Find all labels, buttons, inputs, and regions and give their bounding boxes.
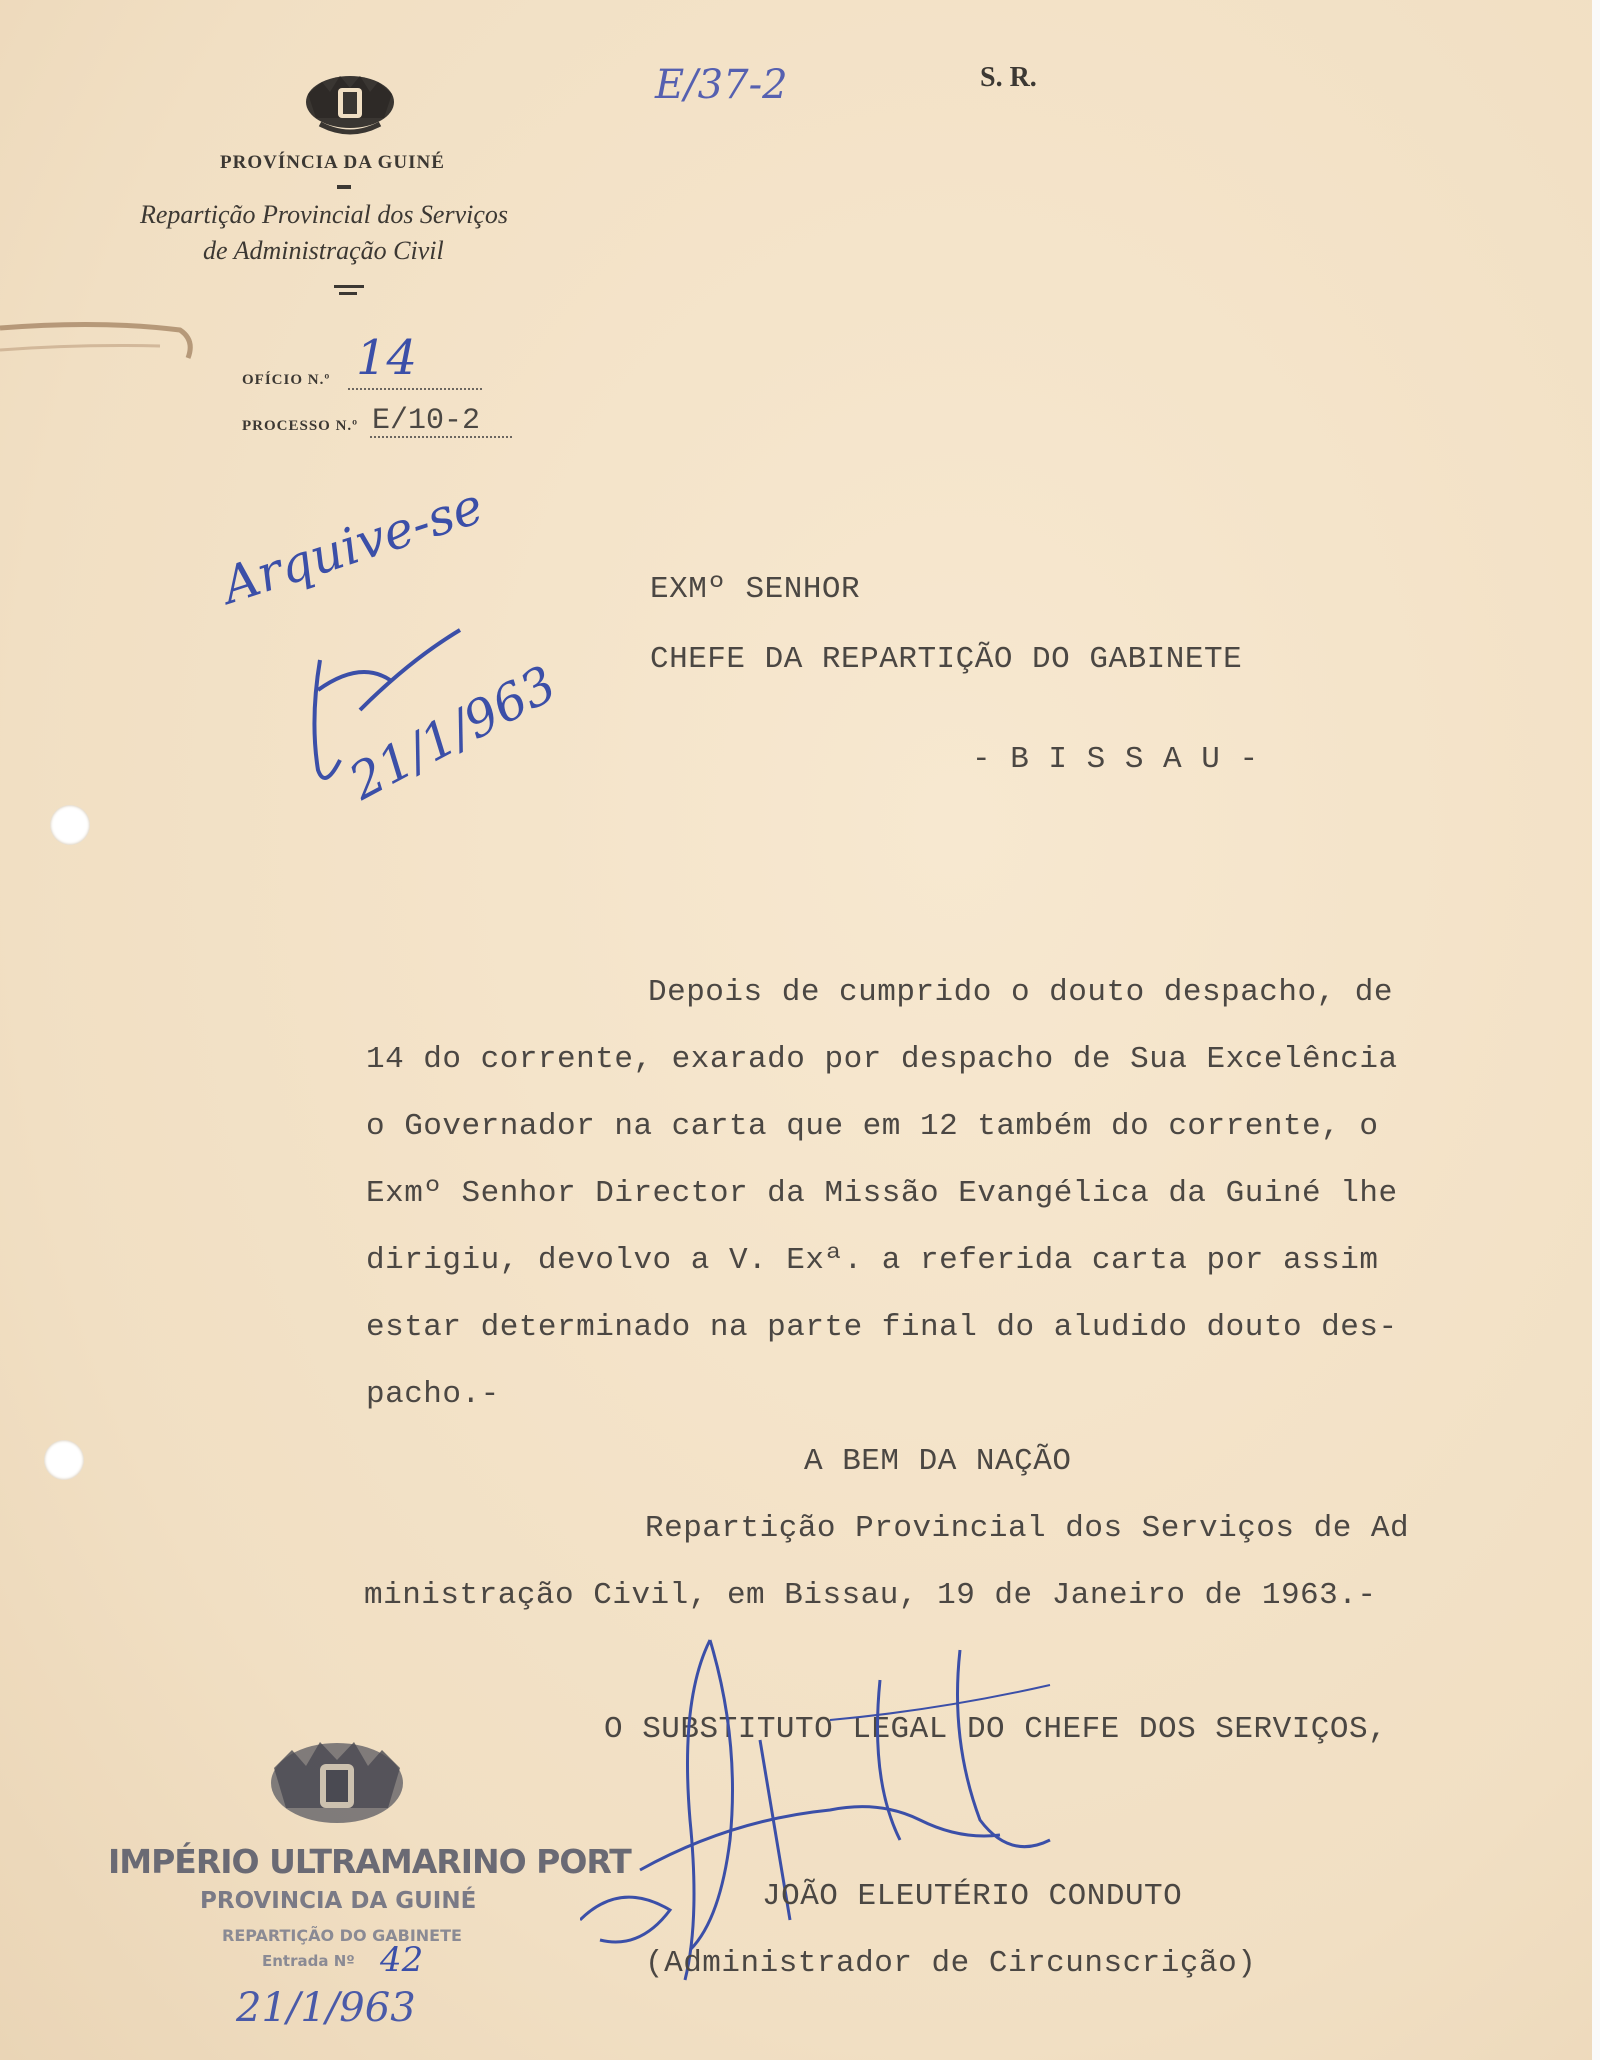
processo-label: PROCESSO N.º bbox=[242, 418, 359, 434]
office-name-line1: Repartição Provincial dos Serviços bbox=[140, 200, 509, 229]
punch-hole bbox=[50, 805, 90, 845]
province-heading: PROVÍNCIA DA GUINÉ bbox=[220, 152, 445, 173]
body-line: pacho.- bbox=[366, 1377, 500, 1412]
stamp-line-2: PROVINCIA DA GUINÉ bbox=[200, 1888, 477, 1914]
stamp-entry-number: 42 bbox=[380, 1940, 424, 1980]
oficio-number: 14 bbox=[356, 330, 418, 386]
coat-of-arms-emblem bbox=[300, 62, 400, 142]
classification-mark: S. R. bbox=[980, 62, 1037, 93]
punch-hole bbox=[44, 1440, 84, 1480]
body-line: Exmº Senhor Director da Missão Evangélica da Guiné lhe bbox=[366, 1176, 1398, 1211]
signatory-title: O SUBSTITUTO LEGAL DO CHEFE DOS SERVIÇOS, bbox=[604, 1712, 1388, 1747]
margin-note-text: Arquive-se bbox=[215, 476, 490, 616]
signatory-role: (Administrador de Circunscrição) bbox=[645, 1946, 1257, 1981]
body-line: o Governador na carta que em 12 também do corrente, o bbox=[366, 1109, 1379, 1144]
stamp-line-1: IMPÉRIO ULTRAMARINO PORT bbox=[108, 1842, 631, 1881]
place-date-line2: ministração Civil, em Bissau, 19 de Janeiro de 1963.- bbox=[364, 1578, 1377, 1613]
stamp-date: 21/1/963 bbox=[236, 1985, 416, 2031]
reference-handwritten: E/37-2 bbox=[655, 62, 788, 108]
body-line: Depois de cumprido o douto despacho, de bbox=[648, 975, 1394, 1010]
body-line: dirigiu, devolvo a V. Exª. a referida carta por assim bbox=[366, 1243, 1379, 1278]
place-date-line1: Repartição Provincial dos Serviços de Ad bbox=[645, 1511, 1410, 1546]
addressee-title: CHEFE DA REPARTIÇÃO DO GABINETE bbox=[650, 642, 1243, 677]
addressee-salutation: EXMº SENHOR bbox=[650, 572, 861, 607]
divider bbox=[337, 185, 351, 189]
office-name-line2: de Administração Civil bbox=[203, 236, 444, 265]
body-line: estar determinado na parte final do aludido douto des- bbox=[366, 1310, 1398, 1345]
stamp-emblem bbox=[262, 1728, 412, 1838]
processo-number: E/10-2 bbox=[372, 404, 481, 438]
oficio-label: OFÍCIO N.º bbox=[242, 372, 331, 388]
signatory-name: JOÃO ELEUTÉRIO CONDUTO bbox=[762, 1879, 1183, 1914]
handwritten-signature bbox=[580, 1620, 1183, 2000]
oficio-dotted-line bbox=[348, 388, 482, 390]
stamp-line-3: REPARTIÇÃO DO GABINETE bbox=[222, 1926, 462, 1945]
stamp-entry-label: Entrada Nº bbox=[262, 1952, 355, 1970]
folded-edge-mark bbox=[0, 310, 200, 370]
margin-note-date: 21/1/963 bbox=[340, 654, 566, 812]
body-line: 14 do corrente, exarado por despacho de Sua Excelência bbox=[366, 1042, 1398, 1077]
divider bbox=[334, 285, 364, 288]
divider bbox=[339, 292, 357, 295]
addressee-city: - B I S S A U - bbox=[972, 742, 1259, 777]
closing-formula: A BEM DA NAÇÃO bbox=[804, 1444, 1072, 1479]
